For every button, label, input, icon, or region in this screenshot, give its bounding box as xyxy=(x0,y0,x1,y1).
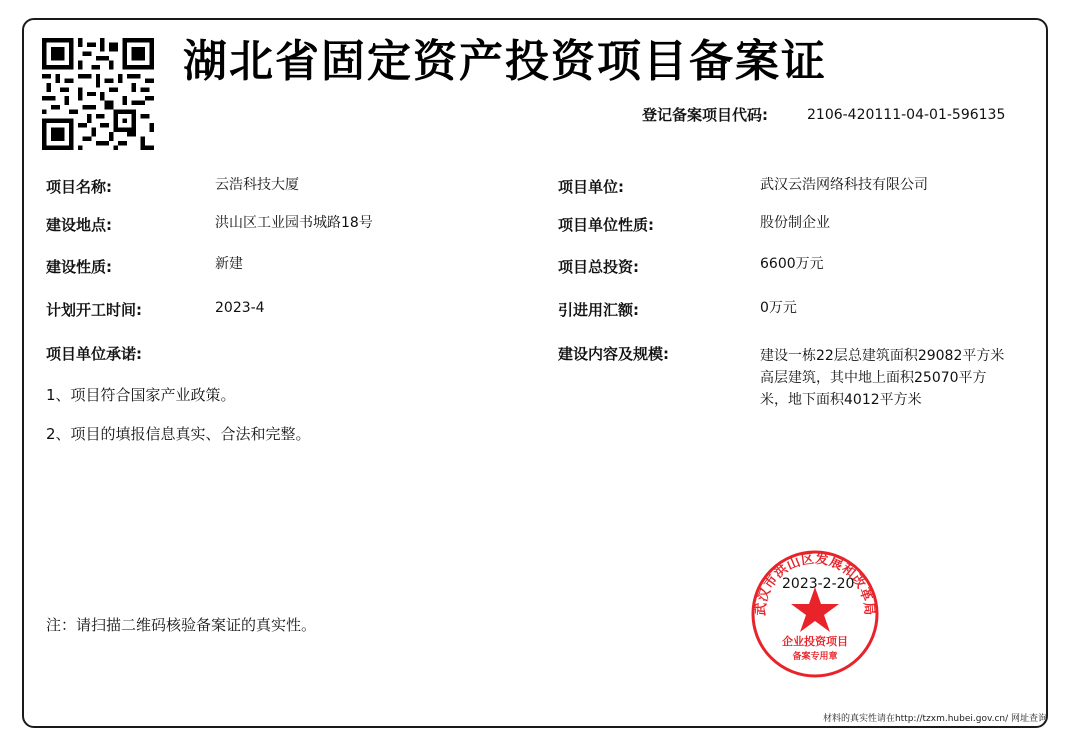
certificate-title: 湖北省固定资产投资项目备案证 xyxy=(183,36,827,87)
project-unit-value: 武汉云浩网络科技有限公司 xyxy=(760,177,928,193)
pledge-label: 项目单位承诺: xyxy=(46,345,142,363)
start-time-value: 2023-4 xyxy=(215,300,265,316)
qr-code-icon[interactable] xyxy=(42,38,154,150)
foreign-exchange-label: 引进用汇额: xyxy=(558,301,639,319)
construction-nature-value: 新建 xyxy=(215,256,243,272)
total-investment-label: 项目总投资: xyxy=(558,258,639,276)
pledge-item: 2、项目的填报信息真实、合法和完整。 xyxy=(46,425,311,443)
project-name-label: 项目名称: xyxy=(46,178,112,196)
svg-text:备案专用章: 备案专用章 xyxy=(792,652,838,662)
location-label: 建设地点: xyxy=(46,216,112,234)
scope-value: 建设一栋22层总建筑面积29082平方米高层建筑，其中地上面积25070平方米，地下面积4012平方米 xyxy=(760,348,1005,408)
project-code-label: 登记备案项目代码: xyxy=(642,106,768,124)
project-name-value: 云浩科技大厦 xyxy=(215,177,299,193)
svg-text:武汉市洪山区发展和改革局: 武汉市洪山区发展和改革局 xyxy=(753,551,877,617)
verification-footer: 材料的真实性请在http://tzxm.hubei.gov.cn/ 网址查询 xyxy=(822,714,1047,724)
construction-nature-label: 建设性质: xyxy=(46,258,112,276)
official-seal xyxy=(750,549,880,679)
project-unit-label: 项目单位: xyxy=(558,178,624,196)
svg-text:企业投资项目: 企业投资项目 xyxy=(782,635,848,648)
pledge-item: 1、项目符合国家产业政策。 xyxy=(46,386,236,404)
foreign-exchange-value: 0万元 xyxy=(760,300,797,316)
verification-note: 注：请扫描二维码核验备案证的真实性。 xyxy=(46,616,317,634)
total-investment-value: 6600万元 xyxy=(760,256,824,272)
scope-label: 建设内容及规模: xyxy=(558,345,669,363)
unit-nature-value: 股份制企业 xyxy=(760,215,830,231)
location-value: 洪山区工业园书城路18号 xyxy=(215,215,373,231)
unit-nature-label: 项目单位性质: xyxy=(558,216,654,234)
start-time-label: 计划开工时间: xyxy=(46,301,142,319)
project-code-value: 2106-420111-04-01-596135 xyxy=(807,107,1006,123)
seal-date: 2023-2-20 xyxy=(782,576,855,592)
